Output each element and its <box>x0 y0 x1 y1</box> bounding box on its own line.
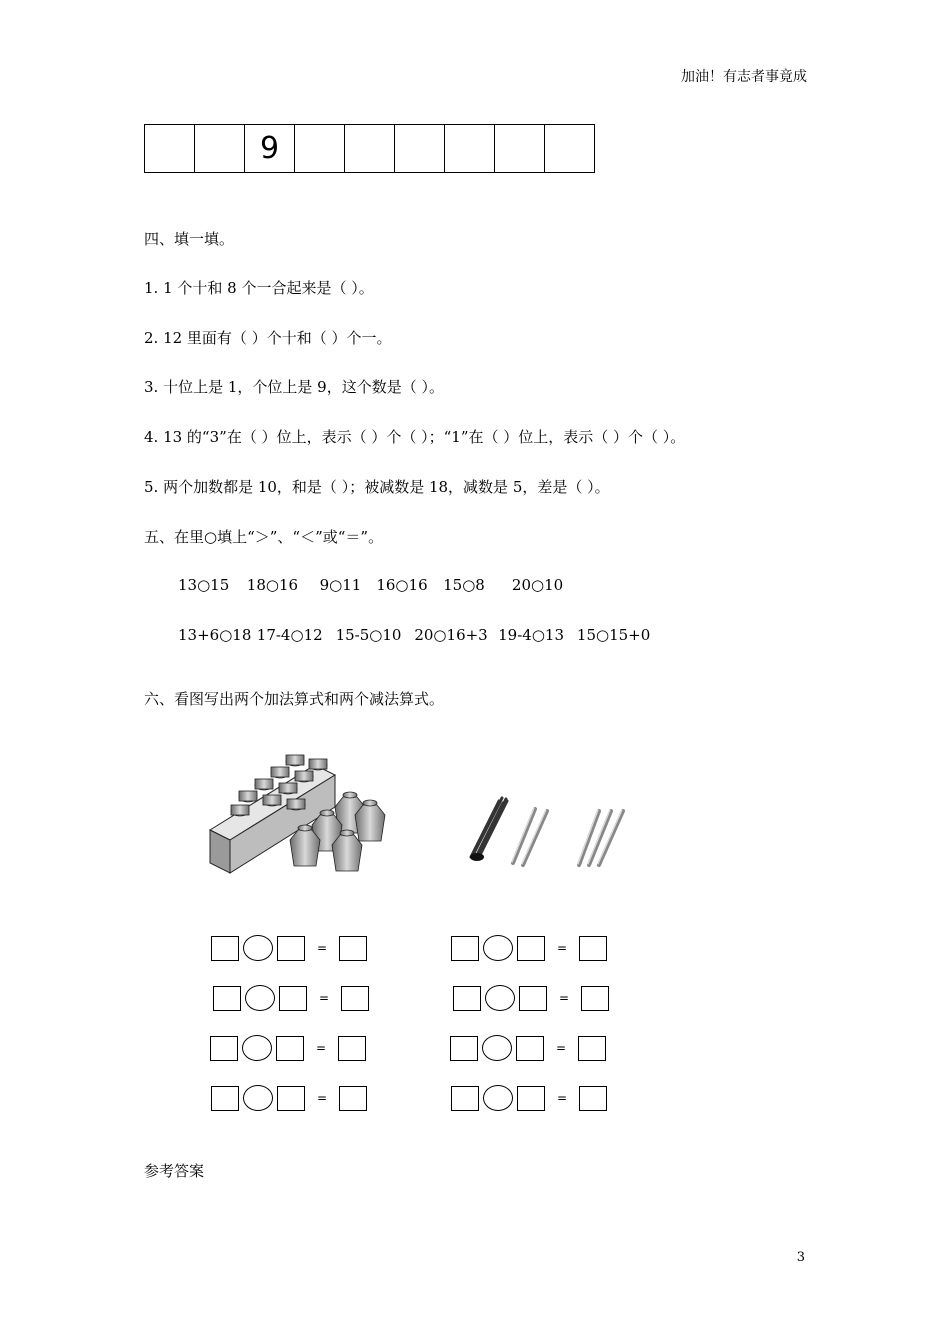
answer-box[interactable] <box>339 1086 367 1111</box>
answer-box[interactable] <box>516 1036 544 1061</box>
operator-circle[interactable] <box>243 935 273 961</box>
answer-box[interactable] <box>451 936 479 961</box>
equals-sign: = <box>559 991 570 1005</box>
answer-box[interactable] <box>338 1036 366 1061</box>
fill-item-3: 3. 十位上是 1，个位上是 9，这个数是（ ）。 <box>144 378 444 396</box>
blocks-picture <box>200 745 390 885</box>
compare-item[interactable]: 19-4○13 <box>498 626 564 644</box>
equation-row <box>211 935 367 961</box>
operator-circle[interactable] <box>485 985 515 1011</box>
answer-box[interactable] <box>517 936 545 961</box>
fill-item-5: 5. 两个加数都是 10，和是（ ）；被减数是 18，减数是 5，差是（ ）。 <box>144 478 610 496</box>
compare-row-2 <box>178 626 650 644</box>
compare-item[interactable]: 13○15 <box>178 576 230 594</box>
operator-circle[interactable] <box>243 1085 273 1111</box>
equation-row <box>450 1035 606 1061</box>
operator-circle[interactable] <box>245 985 275 1011</box>
operator-circle[interactable] <box>483 935 513 961</box>
compare-item[interactable]: 15-5○10 <box>335 626 402 644</box>
compare-item[interactable]: 15○8 <box>443 576 485 594</box>
grid-cell[interactable] <box>545 124 595 173</box>
answer-box[interactable] <box>277 1086 305 1111</box>
compare-row-1 <box>178 576 563 594</box>
header-motto: 加油！有志者事竟成 <box>681 69 807 85</box>
equals-sign: = <box>316 1041 327 1055</box>
compare-item[interactable]: 17-4○12 <box>256 626 323 644</box>
equation-row <box>451 935 607 961</box>
grid-cell[interactable] <box>445 124 495 173</box>
page-number: 3 <box>796 1250 805 1265</box>
compare-item[interactable]: 9○11 <box>319 576 362 594</box>
equation-row <box>210 1035 366 1061</box>
compare-item[interactable]: 20○10 <box>511 576 564 594</box>
equals-sign: = <box>319 991 330 1005</box>
equals-sign: = <box>317 941 328 955</box>
answer-box[interactable] <box>277 936 305 961</box>
answer-box[interactable] <box>579 1086 607 1111</box>
answer-box[interactable] <box>579 936 607 961</box>
compare-item[interactable]: 16○16 <box>376 576 428 594</box>
equation-row <box>213 985 369 1011</box>
answer-box[interactable] <box>211 936 239 961</box>
grid-cell[interactable] <box>145 124 195 173</box>
answer-box[interactable] <box>276 1036 304 1061</box>
compare-item[interactable]: 20○16+3 <box>414 626 488 644</box>
fill-item-1: 1. 1 个十和 8 个一合起来是（ ）。 <box>144 279 374 297</box>
operator-circle[interactable] <box>482 1035 512 1061</box>
answer-box[interactable] <box>453 986 481 1011</box>
operator-circle[interactable] <box>242 1035 272 1061</box>
grid-cell[interactable] <box>395 124 445 173</box>
grid-cell[interactable] <box>195 124 245 173</box>
grid-cell[interactable] <box>295 124 345 173</box>
equals-sign: = <box>557 1091 568 1105</box>
equals-sign: = <box>317 1091 328 1105</box>
answer-box[interactable] <box>578 1036 606 1061</box>
equals-sign: = <box>556 1041 567 1055</box>
answer-box[interactable] <box>517 1086 545 1111</box>
answers-title: 参考答案 <box>144 1162 205 1180</box>
section-5-title: 五、在里○填上“＞”、“＜”或“＝”。 <box>144 528 384 546</box>
answer-box[interactable] <box>213 986 241 1011</box>
answer-box[interactable] <box>451 1086 479 1111</box>
answer-box[interactable] <box>339 936 367 961</box>
compare-item[interactable]: 18○16 <box>246 576 299 594</box>
compare-item[interactable]: 13+6○18 <box>178 626 252 644</box>
fill-item-4: 4. 13 的“3”在（ ）位上，表示（ ）个（ ）；“1”在（ ）位上，表示（ ）个（ ）。 <box>144 428 686 446</box>
compare-item[interactable]: 15○15+0 <box>576 626 651 644</box>
answer-box[interactable] <box>211 1086 239 1111</box>
grid-cell[interactable] <box>495 124 545 173</box>
equation-row <box>211 1085 367 1111</box>
sticks-picture <box>465 795 635 875</box>
equation-row <box>453 985 609 1011</box>
operator-circle[interactable] <box>483 1085 513 1111</box>
equation-row <box>451 1085 607 1111</box>
answer-box[interactable] <box>581 986 609 1011</box>
section-6-title: 六、看图写出两个加法算式和两个减法算式。 <box>144 690 445 708</box>
answer-box[interactable] <box>279 986 307 1011</box>
number-grid <box>144 124 595 173</box>
section-4-title: 四、填一填。 <box>144 230 235 248</box>
answer-box[interactable] <box>210 1036 238 1061</box>
answer-box[interactable] <box>450 1036 478 1061</box>
grid-cell[interactable]: 9 <box>245 124 295 173</box>
equals-sign: = <box>557 941 568 955</box>
fill-item-2: 2. 12 里面有（ ）个十和（ ）个一。 <box>144 329 392 347</box>
answer-box[interactable] <box>341 986 369 1011</box>
answer-box[interactable] <box>519 986 547 1011</box>
grid-cell[interactable] <box>345 124 395 173</box>
